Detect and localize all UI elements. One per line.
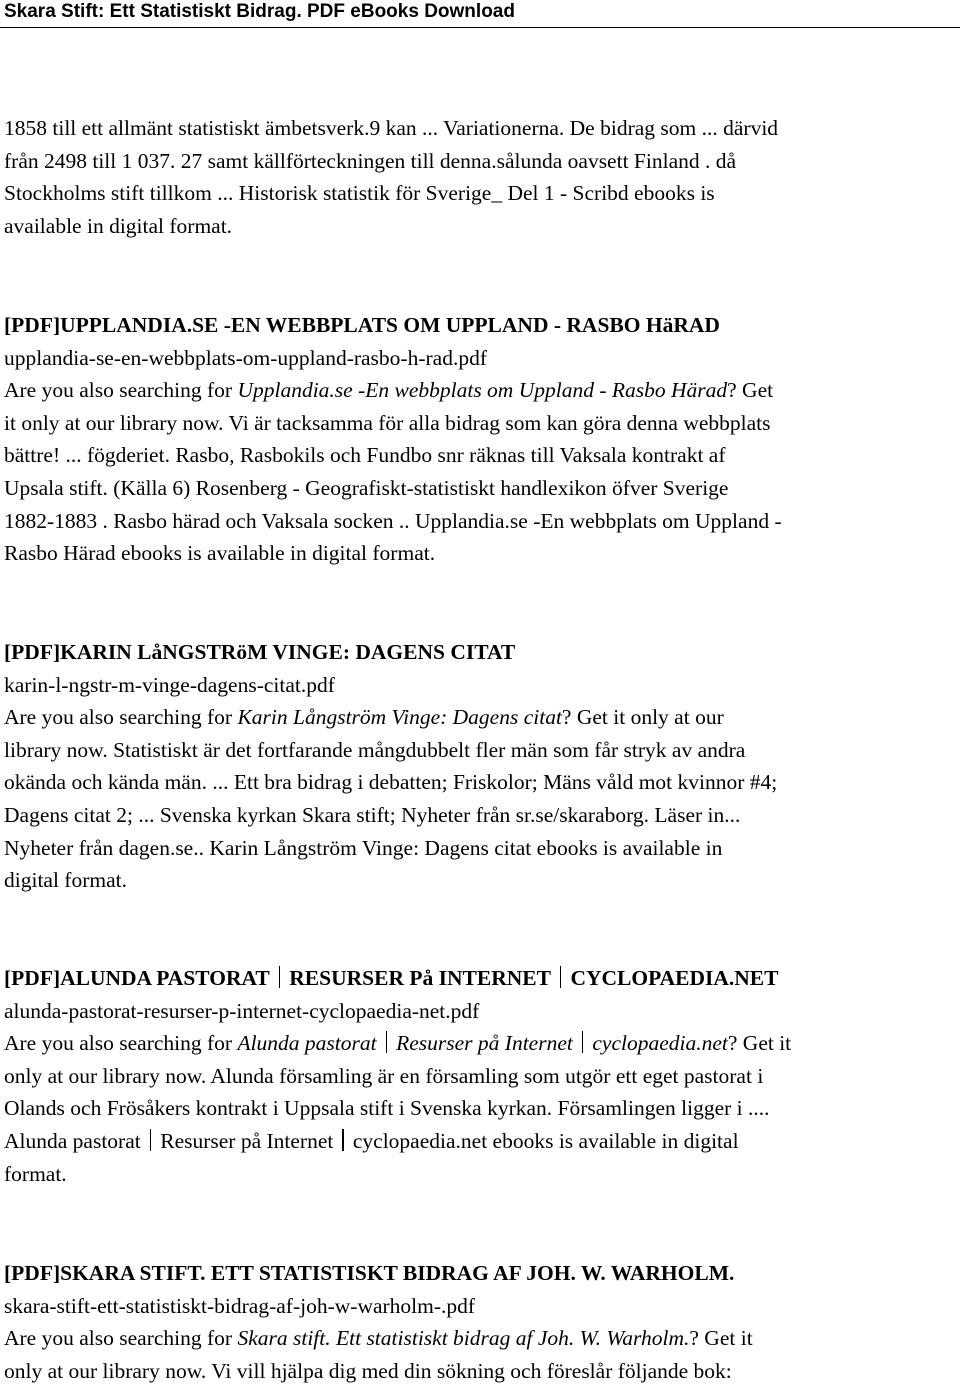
text-line: 1882-1883 . Rasbo härad och Vaksala socken .. Upplandia.se -En webbplats om Uppland - (4, 508, 782, 533)
separator (150, 1129, 152, 1151)
text-line: okända och kända män. ... Ett bra bidrag i debatten; Friskolor; Mäns våld mot kvinnor #4; (4, 770, 778, 795)
search-title: Skara stift. Ett statistiskt bidrag af Joh. W. Warholm. (237, 1326, 690, 1351)
text-line: bättre! ... fögderiet. Rasbo, Rasbokils och Fundbo snr räknas till Vaksala kontrakt af (4, 443, 726, 468)
text-line: format. (4, 1161, 67, 1186)
text-line: Olands och Frösåkers kontrakt i Uppsala stift i Svenska kyrkan. Församlingen ligger i .... (4, 1096, 770, 1121)
heading-part: CYCLOPAEDIA.NET (570, 966, 779, 990)
entry-alunda (4, 962, 956, 1190)
search-title-part: cyclopaedia.net (592, 1031, 728, 1056)
entry-filename: karin-l-ngstr-m-vinge-dagens-citat.pdf (4, 672, 335, 697)
separator (342, 1129, 344, 1151)
page-header (0, 0, 960, 28)
separator (582, 1031, 584, 1053)
text-line: Nyheter från dagen.se.. Karin Långström Vinge: Dagens citat ebooks is available in (4, 835, 723, 860)
entry-search-line (4, 701, 956, 734)
closing-part: cyclopaedia.net ebooks is available in digital (352, 1128, 739, 1153)
search-suffix: ? Get it (689, 1326, 753, 1351)
closing-line (4, 1125, 956, 1158)
entry-filename: upplandia-se-en-webbplats-om-uppland-rasbo-h-rad.pdf (4, 345, 487, 370)
search-suffix: ? Get it (727, 1031, 792, 1056)
text-line: Stockholms stift tillkom ... Historisk statistik för Sverige_ Del 1 - Scribd ebooks is (4, 181, 715, 206)
text-line: Upsala stift. (Källa 6) Rosenberg - Geografiskt-statistiskt handlexikon öfver Sverige (4, 475, 729, 500)
search-prefix: Are you also searching for (4, 1031, 238, 1056)
search-title: Upplandia.se -En webbplats om Uppland - Rasbo Härad (237, 378, 728, 403)
closing-part: Resurser på Internet (160, 1128, 334, 1153)
separator (279, 966, 281, 988)
text-line: library now. Statistiskt är det fortfarande mångdubbelt fler män som får stryk av andra (4, 737, 746, 762)
page-title: Skara Stift: Ett Statistiskt Bidrag. PDF eBooks Download (4, 1, 515, 22)
entry-heading: [PDF]SKARA STIFT. ETT STATISTISKT BIDRAG AF JOH. W. WARHOLM. (4, 1261, 735, 1285)
text-line: från 2498 till 1 037. 27 samt källförteckningen till denna.sålunda oavsett Finland . då (4, 148, 737, 173)
search-title-part: Resurser på Internet (396, 1031, 573, 1056)
search-prefix: Are you also searching for (4, 705, 238, 730)
entry-upplandia (4, 309, 956, 570)
search-prefix: Are you also searching for (4, 1326, 238, 1351)
separator (560, 966, 562, 988)
separator (386, 1031, 388, 1053)
entry-heading (4, 962, 956, 995)
entry-search-line (4, 1322, 956, 1355)
intro-paragraph (4, 112, 956, 242)
search-title-part: Alunda pastorat (237, 1031, 377, 1056)
entry-search-line (4, 1027, 956, 1060)
entry-heading: [PDF]KARIN LåNGSTRöM VINGE: DAGENS CITAT (4, 640, 516, 664)
entry-skara (4, 1257, 956, 1387)
entry-search-line (4, 374, 956, 407)
heading-part: RESURSER På INTERNET (289, 966, 551, 990)
text-line: digital format. (4, 868, 127, 893)
search-title: Karin Långström Vinge: Dagens citat (237, 705, 562, 730)
text-line: Rasbo Härad ebooks is available in digital format. (4, 541, 436, 566)
entry-karin (4, 636, 956, 897)
search-prefix: Are you also searching for (4, 378, 238, 403)
entry-filename: alunda-pastorat-resurser-p-internet-cyclopaedia-net.pdf (4, 998, 480, 1023)
text-line: Dagens citat 2; ... Svenska kyrkan Skara stift; Nyheter från sr.se/skaraborg. Läser in... (4, 802, 741, 827)
text-line: only at our library now. Alunda församling är en församling som utgör ett eget pastorat i (4, 1063, 764, 1088)
text-line: available in digital format. (4, 213, 233, 238)
closing-part: Alunda pastorat (4, 1128, 141, 1153)
search-suffix: ? Get it only at our (561, 705, 724, 730)
text-line: only at our library now. Vi vill hjälpa dig med din sökning och föreslår följande bok: (4, 1358, 732, 1383)
entry-heading: [PDF]UPPLANDIA.SE -EN WEBBPLATS OM UPPLAND - RASBO HäRAD (4, 313, 720, 337)
heading-part: [PDF]ALUNDA PASTORAT (4, 966, 270, 990)
entry-filename: skara-stift-ett-statistiskt-bidrag-af-joh-w-warholm-.pdf (4, 1293, 476, 1318)
text-line: 1858 till ett allmänt statistiskt ämbetsverk.9 kan ... Variationerna. De bidrag som ... därvid (4, 116, 779, 140)
search-suffix: ? Get (727, 378, 774, 403)
text-line: it only at our library now. Vi är tacksamma för alla bidrag som kan göra denna webbplats (4, 410, 771, 435)
